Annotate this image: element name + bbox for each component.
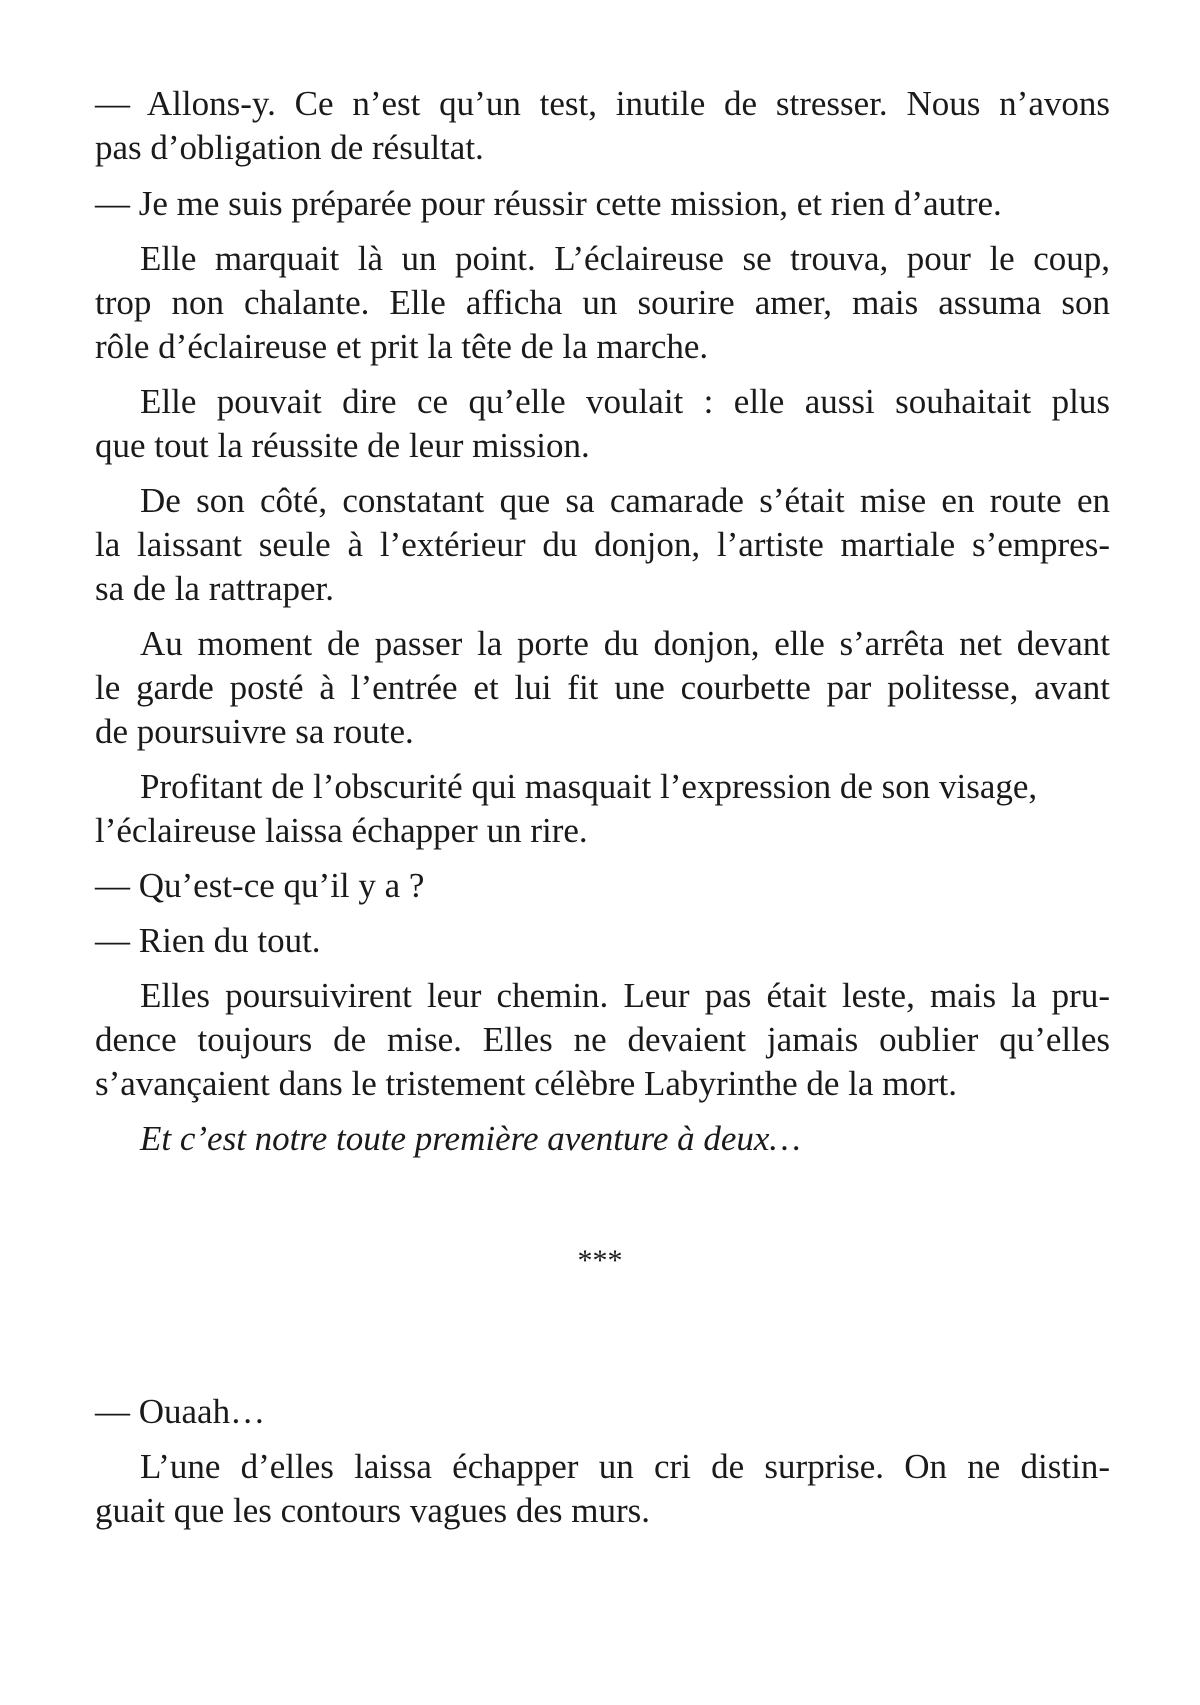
text-line: De son côté, constatant que sa camarade s’était mise en route en <box>140 481 1110 520</box>
text-line: la laissant seule à l’extérieur du donjon, l’artiste martiale s’empres- <box>95 525 1110 564</box>
text-line: Elles poursuivirent leur chemin. Leur pas était leste, mais la pru- <box>140 976 1110 1015</box>
text-line: rôle d’éclaireuse et prit la tête de la marche. <box>95 327 709 366</box>
text-line: Elle marquait là un point. L’éclaireuse se trouva, pour le coup, <box>140 239 1110 278</box>
text-line: de poursuivre sa route. <box>95 712 414 751</box>
text-line: — Qu’est-ce qu’il y a ? <box>95 866 425 905</box>
text-line: sa de la rattraper. <box>95 569 335 608</box>
text-line: — Allons-y. Ce n’est qu’un test, inutile de stresser. Nous n’avons <box>95 84 1110 123</box>
text-line: le garde posté à l’entrée et lui fit une courbette par politesse, avant <box>95 668 1110 707</box>
text-line: Elle pouvait dire ce qu’elle voulait : elle aussi souhaitait plus <box>140 382 1110 421</box>
text-line: que tout la réussite de leur mission. <box>95 426 590 465</box>
text-line: dence toujours de mise. Elles ne devaient jamais oublier qu’elles <box>95 1020 1110 1059</box>
scene-break: *** <box>577 1244 623 1277</box>
text-line: pas d’obligation de résultat. <box>95 128 484 167</box>
text-line: — Je me suis préparée pour réussir cette mission, et rien d’autre. <box>95 184 1002 223</box>
text-line: — Ouaah… <box>95 1392 266 1431</box>
text-line: guait que les contours vagues des murs. <box>95 1491 651 1530</box>
text-line: Profitant de l’obscurité qui masquait l’expression de son visage, <box>140 767 1038 806</box>
text-line: Au moment de passer la porte du donjon, elle s’arrêta net devant <box>140 624 1110 663</box>
text-line: s’avançaient dans le tristement célèbre Labyrinthe de la mort. <box>95 1064 957 1103</box>
text-line: l’éclaireuse laissa échapper un rire. <box>95 811 588 850</box>
text-line: — Rien du tout. <box>95 921 321 960</box>
text-line: L’une d’elles laissa échapper un cri de surprise. On ne distin- <box>140 1447 1110 1486</box>
italic-thought-line: Et c’est notre toute première aventure à deux… <box>140 1119 801 1158</box>
text-line: trop non chalante. Elle afficha un sourire amer, mais assuma son <box>95 283 1110 322</box>
